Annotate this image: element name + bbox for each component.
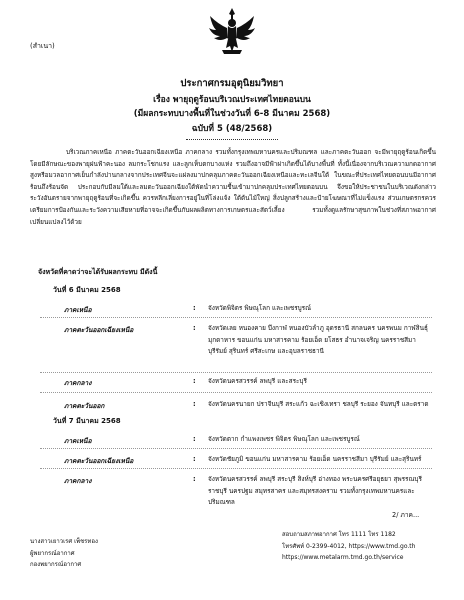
day-2-region-northeast-colon: : bbox=[193, 455, 196, 463]
footer-officer-name: นางสาวเยาวเรศ เพ็ชรทอง bbox=[30, 538, 98, 545]
day-1-region-east-provinces: จังหวัดนครนายก ปราจีนบุรี สระแก้ว ฉะเชิงเทรา ชลบุรี ระยอง จันทบุรี และตราด bbox=[208, 400, 429, 408]
footer-division: กองพยากรณ์อากาศ bbox=[30, 561, 82, 569]
day-2-region-northeast-provinces: จังหวัดชัยภูมิ ขอนแก่น มหาสารคาม ร้อยเอ็ด นครราชสีมา บุรีรัมย์ และสุรินทร์ bbox=[208, 455, 422, 463]
row-divider bbox=[40, 392, 432, 393]
copy-mark: (สำเนา) bbox=[30, 42, 55, 50]
day-2-region-north-colon: : bbox=[193, 435, 196, 443]
row-divider bbox=[40, 448, 432, 449]
day-2-region-northeast: ภาคตะวันออกเฉียงเหนือ bbox=[64, 457, 134, 465]
day-1-region-north-provinces: จังหวัดพิจิตร พิษณุโลก และเพชรบูรณ์ bbox=[208, 304, 312, 312]
footer-officer-role: ผู้พยากรณ์อากาศ bbox=[30, 549, 75, 557]
row-divider bbox=[40, 372, 432, 373]
day-1-region-north: ภาคเหนือ bbox=[64, 306, 92, 314]
footer-hotline: สอบถามสภาพอากาศ โทร 1111 โทร 1182 bbox=[282, 531, 396, 538]
announcement-date-range: (มีผลกระทบบางพื้นที่ในช่วงวันที่ 6-8 มีนาคม 2568) bbox=[133, 109, 331, 119]
page-continuation: 2/ ภาค... bbox=[392, 511, 420, 519]
announcement-subject: เรื่อง พายุฤดูร้อนบริเวณประเทศไทยตอนบน bbox=[153, 95, 311, 105]
body-paragraph: บริเวณภาคเหนือ ภาคตะวันออกเฉียงเหนือ ภาคกลาง รวมทั้งกรุงเทพมหานครและปริมณฑล และภาคตะวันออก จะมีพายุฤดูร้อนเกิดขึ้น โดยมีลักษณะของพายุฝนฟ้าคะนอง ลมกระโชกแรง และลูกเห็บตกบางแห่ง รวมถึงอาจมีฟ้าผ่าเกิดขึ้นได้บางพื้นที่ ทั้งนี้เนื่องจากบริเวณความกดอากาศสูงหรือมวลอากาศเย็นกำลังปานกลางจากประเทศจีนจะแผ่ลงมาปกคลุมภาคตะวันออกเฉียงเหนือและทะเลจีนใต้ ในขณะที่ประเทศไทยตอนบนมีอากาศร้อนถึงร้อนจัด ประกอบกับมีลมใต้และลมตะวันออกเฉียงใต้พัดนำความชื้นเข้ามาปกคลุมประเทศไทยตอนบน จึงขอให้ประชาชนในบริเวณดังกล่าว ระวังอันตรายจากพายุฤดูร้อนที่จะเกิดขึ้น ควรหลีกเลี่ยงการอยู่ในที่โล่งแจ้ง ใต้ต้นไม้ใหญ่ สิ่งปลูกสร้างและป้ายโฆษณาที่ไม่แข็งแรง ส่วนเกษตรกรควรเตรียมการป้องกันและระวังความเสียหายที่อาจจะเกิดขึ้นกับผลผลิตทางการเกษตรและสัตว์เลี้ยง รวมทั้งดูแลรักษาสุขภาพในช่วงที่สภาพอากาศเปลี่ยนแปลงไว้ด้วย bbox=[30, 148, 436, 226]
day-1-region-central-provinces: จังหวัดนครสวรรค์ ลพบุรี และสระบุรี bbox=[208, 377, 307, 385]
day-1-region-north-colon: : bbox=[193, 304, 196, 312]
day-1-heading: วันที่ 6 มีนาคม 2568 bbox=[53, 286, 121, 294]
day-2-heading: วันที่ 7 มีนาคม 2568 bbox=[53, 417, 121, 425]
footer-hotline-block bbox=[282, 529, 432, 564]
day-1-region-central: ภาคกลาง bbox=[64, 379, 92, 387]
footer-contact-block bbox=[30, 536, 98, 571]
day-1-region-central-colon: : bbox=[193, 377, 196, 385]
day-2-region-central-provinces: จังหวัดนครสวรรค์ ลพบุรี สระบุรี สิงห์บุรี อ่างทอง พระนครศรีอยุธยา สุพรรณบุรี ราชบุรี นครปฐม สมุทรสาคร และสมุทรสงคราม รวมทั้งกรุงเทพมหานครและปริมณฑล bbox=[208, 475, 422, 507]
day-2-region-central-colon: : bbox=[193, 475, 196, 483]
row-divider bbox=[40, 317, 432, 318]
day-1-region-northeast: ภาคตะวันออกเฉียงเหนือ bbox=[64, 326, 134, 334]
title-divider bbox=[186, 139, 278, 140]
day-1-region-northeast-colon: : bbox=[193, 324, 196, 332]
day-2-region-central: ภาคกลาง bbox=[64, 477, 92, 485]
garuda-emblem-icon bbox=[206, 6, 258, 56]
footer-website-link[interactable]: https://www.metalarm.tmd.go.th/service bbox=[282, 554, 404, 562]
footer-phone: โทรศัพท์ 0-2399-4012, https://www.tmd.go.th bbox=[282, 542, 416, 550]
day-2-region-north: ภาคเหนือ bbox=[64, 437, 92, 445]
day-1-region-east: ภาคตะวันออก bbox=[64, 402, 105, 410]
announcement-issue-number: ฉบับที่ 5 (48/2568) bbox=[191, 124, 273, 134]
day-2-region-north-provinces: จังหวัดตาก กำแพงเพชร พิจิตร พิษณุโลก และเพชรบูรณ์ bbox=[208, 435, 360, 443]
announcement-org-title: ประกาศกรมอุตุนิยมวิทยา bbox=[180, 78, 284, 89]
day-1-region-northeast-provinces: จังหวัดเลย หนองคาย บึงกาฬ หนองบัวลำภู อุดรธานี สกลนคร นครพนม กาฬสินธุ์ มุกดาหาร ขอนแก่น มหาสารคาม ร้อยเอ็ด ยโสธร อำนาจเจริญ นครราชสีมา บุรีรัมย์ สุรินทร์ ศรีสะเกษ และอุบลราชธานี bbox=[208, 324, 428, 356]
affected-areas-heading: จังหวัดที่คาดว่าจะได้รับผลกระทบ มีดังนี้ bbox=[38, 268, 158, 276]
row-divider bbox=[40, 468, 432, 469]
day-1-region-east-colon: : bbox=[193, 400, 196, 408]
